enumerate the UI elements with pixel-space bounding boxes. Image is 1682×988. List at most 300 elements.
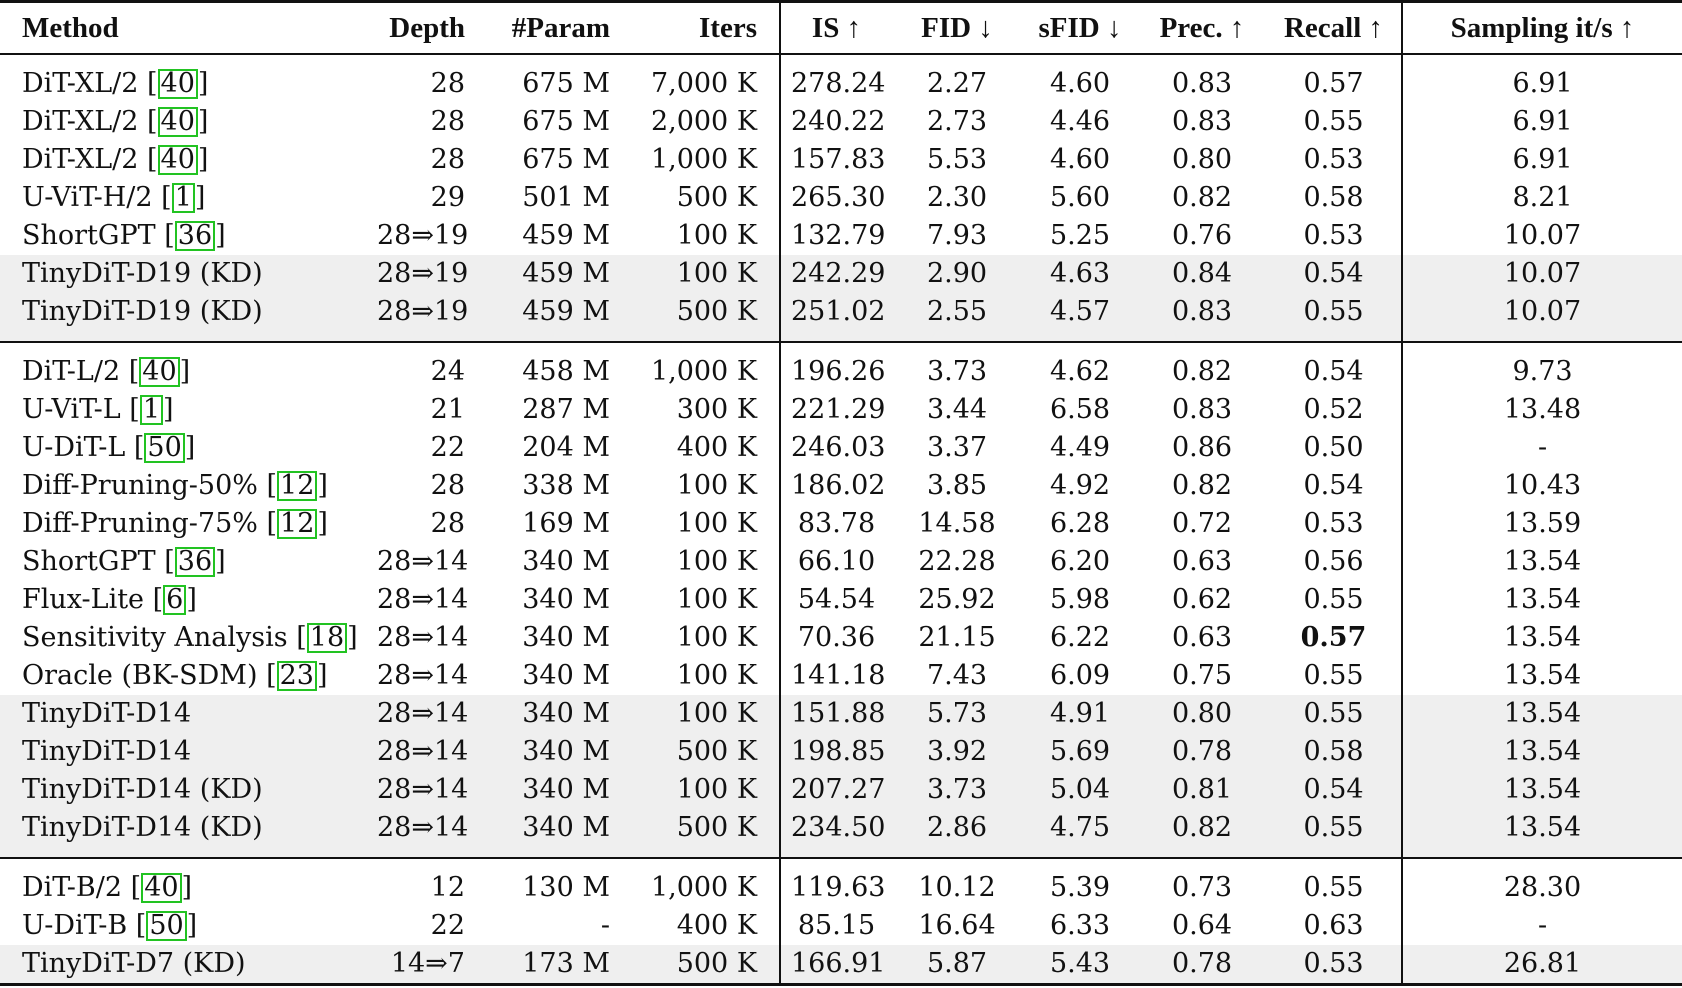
cell-sfid: 5.04: [1022, 771, 1138, 809]
cell-param: -: [600, 910, 610, 941]
method-name: TinyDiT-D7 (KD): [22, 948, 246, 979]
header-row: [0, 2, 1682, 55]
method-name: TinyDiT-D19 (KD): [22, 258, 263, 289]
cell-depth: 28: [430, 470, 465, 501]
cell-sfid: 5.69: [1022, 733, 1138, 771]
cell-recall: 0.58: [1303, 182, 1364, 213]
cell-prec: 0.83: [1171, 68, 1233, 99]
citation-link[interactable]: 40: [158, 145, 198, 175]
cell-is: 196.26: [780, 342, 892, 391]
cell-is: 265.30: [780, 179, 892, 217]
col-header-recall: Recall ↑: [1266, 2, 1402, 55]
cell-is: 70.36: [780, 619, 892, 657]
citation-link[interactable]: 40: [139, 357, 179, 387]
table-row: [0, 54, 1682, 103]
method-name: TinyDiT-D14: [22, 736, 192, 767]
cell-method: Diff-Pruning-75% [ 12 ]: [22, 508, 328, 539]
cell-depth: 24: [430, 356, 465, 387]
cell-sfid: 4.60: [1049, 144, 1111, 175]
cell-method: Oracle (BK-SDM) [ 23 ]: [22, 660, 328, 691]
cell-method: DiT-XL/2 [ 40 ]: [22, 68, 209, 99]
citation-link[interactable]: 50: [144, 433, 184, 463]
cell-fid: 2.30: [926, 182, 988, 213]
col-header-method: Method: [0, 2, 367, 55]
cell-iters: 500 K: [632, 809, 780, 858]
cell-samp: 10.07: [1402, 293, 1682, 342]
cell-param: 340 M: [487, 809, 632, 858]
cell-sfid: 4.57: [1022, 293, 1138, 342]
cell-is: 85.15: [780, 907, 892, 945]
cell-recall: 0.53: [1266, 945, 1402, 985]
citation-link[interactable]: 12: [277, 471, 317, 501]
method-name: ShortGPT: [22, 220, 156, 251]
cell-is: 186.02: [780, 467, 892, 505]
cell-fid: 5.73: [892, 695, 1022, 733]
cell-prec: 0.78: [1138, 733, 1266, 771]
cell-fid: 2.86: [892, 809, 1022, 858]
cell-is: 221.29: [780, 391, 892, 429]
method-name: U-ViT-L: [22, 394, 121, 425]
cell-sfid: 5.60: [1049, 182, 1111, 213]
citation-link[interactable]: 12: [277, 509, 317, 539]
method-name: DiT-L/2: [22, 356, 121, 387]
cell-is: 242.29: [780, 255, 892, 293]
cell-iters: 500 K: [676, 182, 757, 213]
cell-fid: 5.53: [926, 144, 988, 175]
cell-recall: 0.55: [1266, 695, 1402, 733]
cell-iters: 7,000 K: [650, 68, 757, 99]
cell-samp: 6.91: [1402, 141, 1682, 179]
cell-param: 501 M: [522, 182, 610, 213]
cell-prec: 0.80: [1138, 695, 1266, 733]
cell-fid: 3.85: [926, 470, 988, 501]
citation-link[interactable]: 36: [175, 221, 215, 251]
cell-fid: 2.73: [926, 106, 988, 137]
cell-method: [0, 945, 367, 985]
cell-param: 287 M: [522, 394, 610, 425]
cell-fid: 3.73: [926, 356, 988, 387]
cell-iters: 400 K: [676, 432, 757, 463]
cell-samp: 6.91: [1402, 54, 1682, 103]
cell-depth: 29: [430, 182, 465, 213]
cell-prec: 0.82: [1138, 809, 1266, 858]
cell-sfid: 5.43: [1022, 945, 1138, 985]
cell-depth: 22: [430, 432, 465, 463]
cell-fid: 2.90: [892, 255, 1022, 293]
cell-is: 132.79: [780, 217, 892, 255]
table-row: [0, 945, 1682, 985]
cell-method: U-DiT-B [ 50 ]: [22, 910, 198, 941]
cell-samp: 13.54: [1402, 771, 1682, 809]
cell-iters: 100 K: [676, 508, 757, 539]
method-name: TinyDiT-D19 (KD): [22, 296, 263, 327]
cell-recall: 0.50: [1303, 432, 1364, 463]
cell-recall: 0.54: [1303, 356, 1364, 387]
cell-sfid: 6.22: [1049, 622, 1111, 653]
cell-method: [0, 809, 367, 858]
citation-link[interactable]: 1: [140, 395, 163, 425]
table-row: [0, 217, 1682, 255]
cell-depth: 28⇒14: [367, 809, 487, 858]
col-header-sfid: sFID ↓: [1022, 2, 1138, 55]
col-header-depth: Depth: [367, 2, 487, 55]
citation-link[interactable]: 23: [277, 661, 317, 691]
cell-recall: 0.58: [1266, 733, 1402, 771]
cell-prec: 0.62: [1171, 584, 1233, 615]
cell-fid: 3.92: [892, 733, 1022, 771]
cell-param: 204 M: [522, 432, 610, 463]
cell-is: 278.24: [780, 54, 892, 103]
cell-prec: 0.83: [1138, 293, 1266, 342]
cell-method: U-ViT-H/2 [ 1 ]: [22, 182, 206, 213]
method-name: ShortGPT: [22, 546, 156, 577]
cell-fid: 16.64: [918, 910, 996, 941]
cell-prec: 0.83: [1171, 106, 1233, 137]
citation-link[interactable]: 40: [158, 69, 198, 99]
method-name: DiT-B/2: [22, 872, 123, 903]
cell-param: 130 M: [522, 872, 610, 903]
cell-sfid: 5.25: [1049, 220, 1111, 251]
citation-link[interactable]: 18: [307, 623, 347, 653]
cell-is: 234.50: [780, 809, 892, 858]
cell-fid: 3.73: [892, 771, 1022, 809]
cell-samp: 6.91: [1402, 103, 1682, 141]
method-name: DiT-XL/2: [22, 68, 139, 99]
table-header: [0, 2, 1682, 55]
method-name: Sensitivity Analysis: [22, 622, 288, 653]
cell-prec: 0.82: [1171, 470, 1233, 501]
cell-depth: 28⇒19: [367, 293, 487, 342]
cell-method: [0, 695, 367, 733]
cell-iters: 400 K: [676, 910, 757, 941]
cell-param: 459 M: [487, 255, 632, 293]
cell-recall: 0.53: [1303, 220, 1364, 251]
table-row: [0, 141, 1682, 179]
cell-is: 246.03: [780, 429, 892, 467]
cell-recall: 0.55: [1303, 660, 1364, 691]
cell-iters: 100 K: [676, 220, 757, 251]
cell-iters: 100 K: [676, 622, 757, 653]
cell-method: DiT-XL/2 [ 40 ]: [22, 144, 209, 175]
cell-prec: 0.81: [1138, 771, 1266, 809]
cell-recall: 0.54: [1266, 255, 1402, 293]
cell-sfid: 4.60: [1049, 68, 1111, 99]
citation-link[interactable]: 6: [163, 585, 186, 615]
cell-fid: 7.93: [926, 220, 988, 251]
cell-prec: 0.86: [1171, 432, 1233, 463]
cell-recall: 0.55: [1303, 584, 1364, 615]
method-name: U-DiT-L: [22, 432, 126, 463]
cell-recall: 0.63: [1303, 910, 1364, 941]
table-row: [0, 391, 1682, 429]
citation-link[interactable]: 1: [172, 183, 195, 213]
cell-recall: 0.56: [1303, 546, 1364, 577]
cell-depth: 28⇒14: [367, 695, 487, 733]
citation-link[interactable]: 40: [158, 107, 198, 137]
cell-depth: 28: [430, 508, 465, 539]
col-header-fid: FID ↓: [892, 2, 1022, 55]
cell-sfid: 4.62: [1049, 356, 1111, 387]
cell-sfid: 6.09: [1049, 660, 1111, 691]
cell-fid: 2.27: [926, 68, 988, 99]
cell-sfid: 6.33: [1049, 910, 1111, 941]
cell-depth: 28⇒14: [377, 584, 469, 615]
cell-samp: 10.07: [1402, 217, 1682, 255]
cell-method: Sensitivity Analysis [ 18 ]: [22, 622, 358, 653]
cell-method: [0, 255, 367, 293]
cell-param: 340 M: [522, 546, 610, 577]
cell-depth: 28⇒19: [377, 220, 469, 251]
method-name: Diff-Pruning-75%: [22, 508, 258, 539]
cell-fid: 22.28: [918, 546, 996, 577]
table-row: [0, 429, 1682, 467]
cell-iters: 1,000 K: [650, 356, 757, 387]
col-header-sampling: Sampling it/s ↑: [1402, 2, 1682, 55]
cell-samp: 10.43: [1402, 467, 1682, 505]
cell-prec: 0.75: [1171, 660, 1233, 691]
cell-samp: 28.30: [1402, 858, 1682, 907]
cell-param: 459 M: [487, 293, 632, 342]
cell-prec: 0.83: [1171, 394, 1233, 425]
cell-prec: 0.63: [1171, 622, 1233, 653]
cell-iters: 100 K: [676, 660, 757, 691]
citation-link[interactable]: 50: [146, 911, 186, 941]
cell-depth: 14⇒7: [367, 945, 487, 985]
table-row: [0, 907, 1682, 945]
cell-recall: 0.54: [1266, 771, 1402, 809]
table-row: [0, 733, 1682, 771]
cell-is: 166.91: [780, 945, 892, 985]
cell-depth: 12: [430, 872, 465, 903]
cell-depth: 28⇒19: [367, 255, 487, 293]
cell-is: 119.63: [780, 858, 892, 907]
cell-samp: 13.54: [1402, 809, 1682, 858]
cell-fid: 3.44: [926, 394, 988, 425]
cell-depth: 28: [430, 144, 465, 175]
cell-method: ShortGPT [ 36 ]: [22, 546, 226, 577]
cell-sfid: 6.58: [1049, 394, 1111, 425]
cell-depth: 28⇒14: [367, 771, 487, 809]
method-name: TinyDiT-D14: [22, 698, 192, 729]
cell-sfid: 6.20: [1049, 546, 1111, 577]
cell-samp: -: [1402, 429, 1682, 467]
cell-recall: 0.55: [1266, 809, 1402, 858]
cell-iters: 100 K: [676, 470, 757, 501]
table-body: [0, 54, 1682, 985]
cell-sfid: 4.49: [1049, 432, 1111, 463]
cell-prec: 0.73: [1171, 872, 1233, 903]
cell-fid: 5.87: [892, 945, 1022, 985]
cell-prec: 0.76: [1171, 220, 1233, 251]
cell-recall: 0.53: [1303, 144, 1364, 175]
table-row: [0, 581, 1682, 619]
citation-link[interactable]: 36: [175, 547, 215, 577]
cell-is: 54.54: [780, 581, 892, 619]
cell-depth: 28⇒14: [377, 660, 469, 691]
table-row: [0, 657, 1682, 695]
cell-iters: 1,000 K: [650, 144, 757, 175]
cell-depth: 28: [430, 68, 465, 99]
cell-iters: 500 K: [632, 293, 780, 342]
table-row: [0, 771, 1682, 809]
cell-prec: 0.84: [1138, 255, 1266, 293]
cell-samp: 13.48: [1402, 391, 1682, 429]
cell-samp: 13.54: [1402, 695, 1682, 733]
table-row: [0, 342, 1682, 391]
cell-param: 169 M: [522, 508, 610, 539]
cell-depth: 22: [430, 910, 465, 941]
cell-sfid: 5.39: [1049, 872, 1111, 903]
cell-samp: 26.81: [1402, 945, 1682, 985]
cell-samp: 10.07: [1402, 255, 1682, 293]
table-row: [0, 293, 1682, 342]
cell-is: 157.83: [780, 141, 892, 179]
table-row: [0, 255, 1682, 293]
method-name: Oracle (BK-SDM): [22, 660, 258, 691]
cell-param: 338 M: [522, 470, 610, 501]
cell-sfid: 4.92: [1049, 470, 1111, 501]
cell-param: 675 M: [522, 106, 610, 137]
cell-method: U-ViT-L [ 1 ]: [22, 394, 174, 425]
cell-param: 340 M: [487, 733, 632, 771]
method-name: DiT-XL/2: [22, 106, 139, 137]
cell-prec: 0.64: [1171, 910, 1233, 941]
cell-depth: 21: [430, 394, 465, 425]
table-row: [0, 543, 1682, 581]
cell-method: [0, 771, 367, 809]
cell-is: 198.85: [780, 733, 892, 771]
cell-recall: 0.57: [1303, 68, 1364, 99]
cell-recall: 0.55: [1303, 106, 1364, 137]
cell-iters: 100 K: [676, 584, 757, 615]
cell-prec: 0.78: [1138, 945, 1266, 985]
cell-param: 675 M: [522, 68, 610, 99]
cell-fid: 7.43: [926, 660, 988, 691]
cell-is: 251.02: [780, 293, 892, 342]
cell-samp: 9.73: [1402, 342, 1682, 391]
cell-method: [0, 733, 367, 771]
cell-fid: 21.15: [918, 622, 996, 653]
cell-is: 240.22: [780, 103, 892, 141]
cell-prec: 0.82: [1171, 356, 1233, 387]
cell-depth: 28⇒14: [377, 546, 469, 577]
method-name: TinyDiT-D14 (KD): [22, 774, 263, 805]
method-name: U-DiT-B: [22, 910, 128, 941]
cell-is: 66.10: [780, 543, 892, 581]
cell-samp: 8.21: [1402, 179, 1682, 217]
table-row: [0, 505, 1682, 543]
table-row: [0, 179, 1682, 217]
table-row: [0, 809, 1682, 858]
col-header-prec: Prec. ↑: [1138, 2, 1266, 55]
cell-is: 141.18: [780, 657, 892, 695]
cell-samp: 13.54: [1402, 733, 1682, 771]
cell-param: 458 M: [522, 356, 610, 387]
cell-sfid: 4.46: [1049, 106, 1111, 137]
cell-iters: 100 K: [632, 771, 780, 809]
cell-iters: 100 K: [632, 695, 780, 733]
cell-sfid: 6.28: [1049, 508, 1111, 539]
cell-param: 173 M: [487, 945, 632, 985]
method-name: DiT-XL/2: [22, 144, 139, 175]
cell-samp: 13.59: [1402, 505, 1682, 543]
citation-link[interactable]: 40: [141, 873, 181, 903]
cell-is: 151.88: [780, 695, 892, 733]
cell-iters: 1,000 K: [650, 872, 757, 903]
cell-fid: 10.12: [918, 872, 996, 903]
cell-method: DiT-XL/2 [ 40 ]: [22, 106, 209, 137]
cell-prec: 0.63: [1171, 546, 1233, 577]
table-row: [0, 103, 1682, 141]
cell-prec: 0.80: [1171, 144, 1233, 175]
cell-fid: 14.58: [918, 508, 996, 539]
cell-param: 340 M: [487, 695, 632, 733]
cell-iters: 500 K: [632, 945, 780, 985]
cell-sfid: 4.91: [1022, 695, 1138, 733]
cell-fid: 25.92: [918, 584, 996, 615]
cell-samp: 13.54: [1402, 543, 1682, 581]
cell-depth: 28⇒14: [367, 733, 487, 771]
cell-fid: 3.37: [926, 432, 988, 463]
cell-param: 675 M: [522, 144, 610, 175]
table-row: [0, 858, 1682, 907]
col-header-is: IS ↑: [780, 2, 892, 55]
cell-param: 340 M: [522, 622, 610, 653]
cell-iters: 500 K: [632, 733, 780, 771]
cell-param: 340 M: [522, 660, 610, 691]
cell-sfid: 5.98: [1049, 584, 1111, 615]
method-name: TinyDiT-D14 (KD): [22, 812, 263, 843]
cell-sfid: 4.75: [1022, 809, 1138, 858]
cell-iters: 300 K: [676, 394, 757, 425]
cell-recall: 0.54: [1303, 470, 1364, 501]
table-row: [0, 695, 1682, 733]
cell-samp: 13.54: [1402, 619, 1682, 657]
cell-samp: 13.54: [1402, 657, 1682, 695]
cell-method: [0, 293, 367, 342]
cell-recall: 0.55: [1266, 293, 1402, 342]
cell-iters: 100 K: [632, 255, 780, 293]
table-row: [0, 467, 1682, 505]
cell-method: DiT-L/2 [ 40 ]: [22, 356, 191, 387]
cell-param: 459 M: [522, 220, 610, 251]
col-header-param: #Param: [487, 2, 632, 55]
cell-method: ShortGPT [ 36 ]: [22, 220, 226, 251]
cell-method: U-DiT-L [ 50 ]: [22, 432, 196, 463]
cell-sfid: 4.63: [1022, 255, 1138, 293]
cell-recall: 0.53: [1303, 508, 1364, 539]
cell-param: 340 M: [487, 771, 632, 809]
table-row: [0, 619, 1682, 657]
cell-depth: 28: [430, 106, 465, 137]
method-name: Flux-Lite: [22, 584, 145, 615]
cell-recall: 0.52: [1303, 394, 1364, 425]
cell-depth: 28⇒14: [377, 622, 469, 653]
method-name: Diff-Pruning-50%: [22, 470, 258, 501]
cell-prec: 0.72: [1171, 508, 1233, 539]
cell-is: 207.27: [780, 771, 892, 809]
method-name: U-ViT-H/2: [22, 182, 153, 213]
cell-is: 83.78: [780, 505, 892, 543]
cell-iters: 2,000 K: [650, 106, 757, 137]
cell-method: Diff-Pruning-50% [ 12 ]: [22, 470, 328, 501]
cell-recall: 0.55: [1303, 872, 1364, 903]
cell-samp: 13.54: [1402, 581, 1682, 619]
cell-method: Flux-Lite [ 6 ]: [22, 584, 197, 615]
cell-iters: 100 K: [676, 546, 757, 577]
cell-fid: 2.55: [892, 293, 1022, 342]
cell-recall: 0.57: [1300, 622, 1367, 653]
